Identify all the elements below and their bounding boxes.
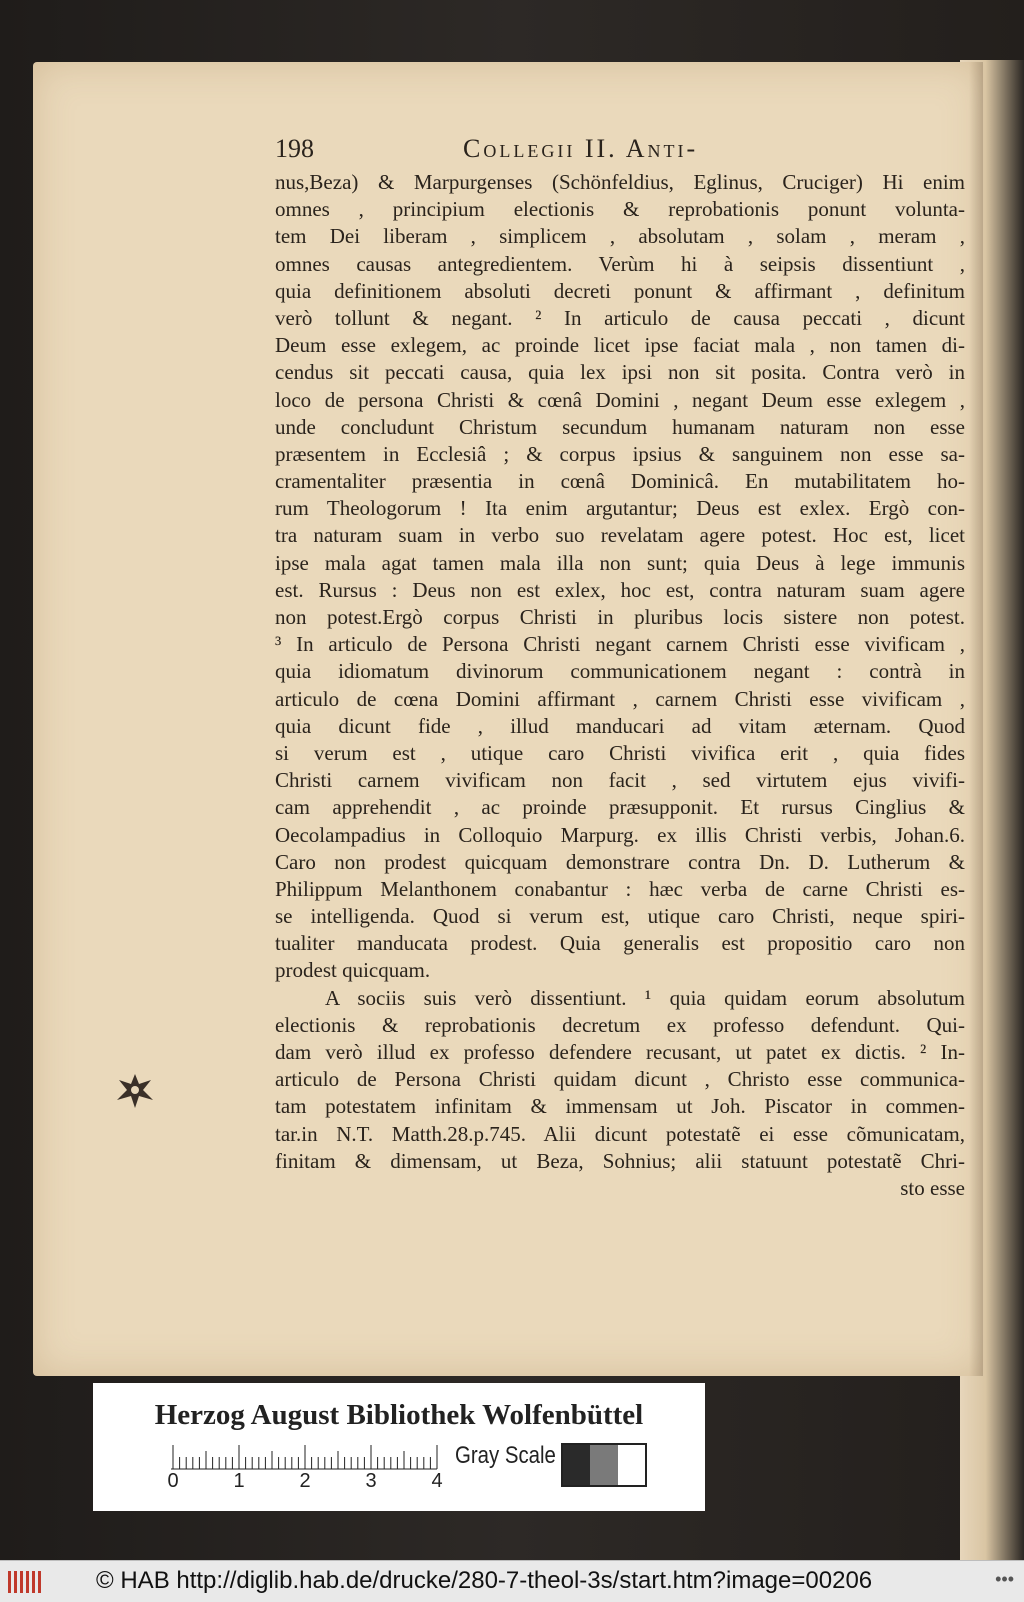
library-title: Herzog August Bibliothek Wolfenbüttel [154,1399,644,1431]
gray-patch-dark [563,1445,590,1485]
text-line: articulo de cœna Domini affirmant , carnem Christi esse vivificam , [275,686,965,711]
text-line: electionis & reprobationis decretum ex professo defendunt. Qui- [275,1012,965,1037]
running-title: Collegii II. Anti- [463,134,699,163]
book-page [33,62,983,1376]
scale-ruler [167,1441,451,1492]
text-line: verò tollunt & negant. ² In articulo de causa peccati , dicunt [275,305,965,330]
text-line: quia definitionem absoluti decreti ponunt & affirmant , definitum [275,278,965,303]
text-line: nus,Beza) & Marpurgenses (Schönfeldius, Eglinus, Cruciger) Hi enim [275,170,965,194]
text-line: si verum est , utique caro Christi vivifica erit , quia fides [275,740,965,765]
printer-ornament-icon [113,1070,157,1110]
text-line: finitam & dimensam, ut Beza, Sohnius; alii statuunt potestatẽ Chri- [275,1148,965,1173]
hab-logo-icon [6,1567,46,1597]
text-line: tualiter manducata prodest. Quia generalis est propositio caro non [275,931,965,956]
text-line: prodest quicquam. [275,958,431,983]
text-line: quia idiomatum divinorum communicationem negant : contrà in [275,659,965,684]
text-block [275,169,965,1269]
text-line: articulo de Persona Christi quidam dicunt , Christo esse communica- [275,1067,965,1092]
text-line: Deum esse exlegem, ac proinde licet ipse faciat mala , non tamen di- [275,333,965,358]
text-line: ³ In articulo de Persona Christi negant carnem Christi esse vivificam , [275,632,965,657]
page-number: 198 [275,134,314,163]
text-line: Caro non prodest quicquam demonstrare contra Dn. D. Lutherum & [275,849,965,874]
text-line: cam apprehendit , ac proinde præsupponit. Et rursus Cinglius & [275,795,965,820]
text-line: Oecolampadius in Colloquio Marpurg. ex illis Christi verbis, Johan.6. [275,822,965,847]
text-line: quia dicunt fide , illud manducari ad vitam æternam. Quod [275,713,965,738]
text-line: Christi carnem vivificam non facit , sed virtutem ejus vivifi- [275,768,965,793]
text-line: se intelligenda. Quod si verum est, utique caro Christi, neque spiri- [275,904,965,929]
more-menu-icon[interactable]: ••• [995,1569,1014,1589]
ruler-label: 4 [431,1470,443,1492]
text-line: sto esse [900,1175,965,1200]
text-line: præsentem in Ecclesiâ ; & corpus ipsius & sanguinem non esse sa- [275,441,965,466]
text-line: ipse mala agat tamen mala illa non sunt; quia Deus à lege immunis [275,550,965,575]
text-line: tar.in N.T. Matth.28.p.745. Alii dicunt potestatẽ ei esse cõmunicatam, [275,1121,965,1146]
ruler-label: 3 [365,1470,377,1492]
running-head [275,134,795,164]
text-line: est. Rursus : Deus non est exlex, hoc est, contra naturam suam agere [275,577,965,602]
gray-scale-patches [561,1443,647,1487]
color-calibration-bar [93,1383,705,1511]
text-line: loco de persona Christi & cœnâ Domini , negant Deum esse exlegem , [275,387,965,412]
text-line: tem Dei liberam , simplicem , absolutam , solam , meram , [275,224,965,249]
footer-bar [0,1560,1024,1602]
ruler-label: 1 [233,1470,245,1492]
text-line: omnes , principium electionis & reprobationis ponunt volunta- [275,197,965,222]
text-line: rum Theologorum ! Ita enim argutantur; Deus est exlex. Ergò con- [275,496,965,521]
text-line: dam verò illud ex professo defendere recusant, ut patet ex dictis. ² In- [275,1040,965,1064]
text-line: cendus sit peccati causa, quia lex ipsi non sit posita. Contra verò in [275,360,965,385]
text-line: Philippum Melanthonem conabantur : hæc verba de carne Christi es- [275,876,965,901]
footer-url-text: © HAB http://diglib.hab.de/drucke/280-7-theol-3s/start.htm?image=00206 [96,1567,873,1594]
text-line: A sociis suis verò dissentiunt. ¹ quia quidam eorum absolutum [325,985,965,1010]
text-line: omnes causas antegredientem. Verùm hi à seipsis dissentiunt , [275,251,965,276]
ruler-label: 2 [299,1470,311,1492]
text-line: cramentaliter præsentia in cœnâ Dominicâ. En mutabilitatem ho- [275,469,965,494]
gray-scale-label: Gray Scale [455,1442,556,1469]
text-line: tra naturam suam in verbo suo revelatam agere potest. Hoc est, licet [275,523,965,548]
text-line: tam potestatem infinitam & immensam ut Joh. Piscator in commen- [275,1094,965,1119]
ruler-label: 0 [167,1470,179,1492]
text-line: non potest.Ergò corpus Christi in pluribus locis sistere non potest. [275,605,965,629]
gray-patch-light [618,1445,645,1485]
text-line: unde concludunt Christum secundum humanam naturam non esse [275,414,965,439]
gray-patch-mid [590,1445,617,1485]
